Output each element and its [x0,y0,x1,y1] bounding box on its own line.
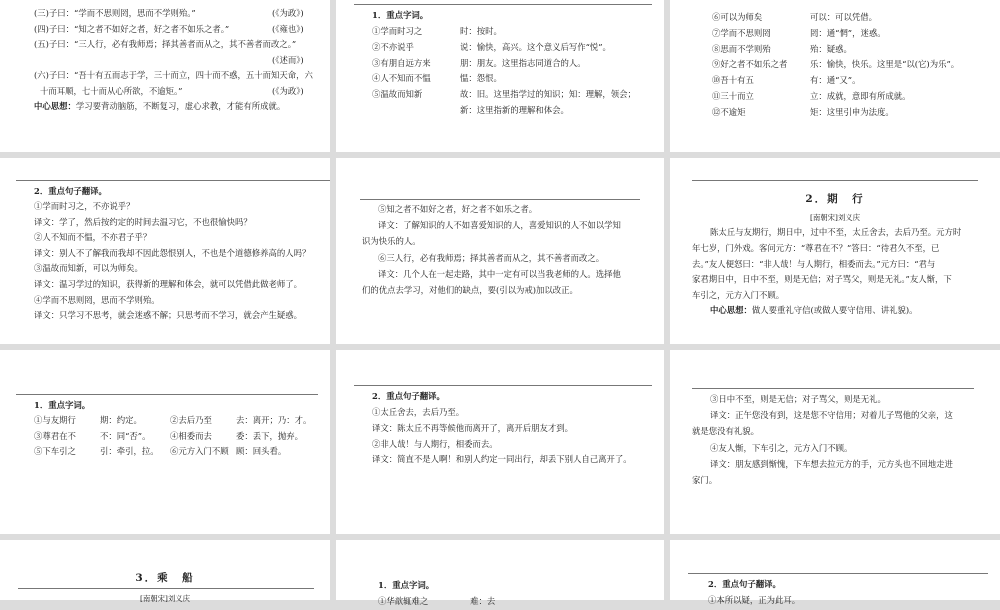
translation-line: 译文：了解知识的人不如喜爱知识的人，喜爱知识的人不如以学知 [378,220,621,231]
vocab-word: ⑨好之者不如乐之者 [712,59,788,70]
summary-text: 做人要重礼守信(或做人要守信用、讲礼貌)。 [751,305,918,315]
text-line: 车引之，元方入门不顾。 [692,290,785,301]
translation-line: 译文：几个人在一起走路，其中一定有可以当我老师的人。选择他 [378,268,621,279]
vocab-word: ⑫不逾矩 [712,106,746,117]
text-line: (三)子曰：“学而不思则罔，思而不学则殆。” [34,8,196,18]
vocab-word: ⑧思而不学则殆 [712,43,771,54]
summary-label: 中心思想： [34,101,76,111]
translation-line: ⑤知之者不如好之者，好之者不如乐之者。 [378,204,538,214]
vocab-word: ④相委而去 [170,430,212,441]
vocab-definition: 去：离开；乃：才。 [236,415,312,425]
vocab-word: ②不亦说乎 [372,41,414,52]
vocab-definition: 愠：怨恨。 [460,73,502,84]
translation-line: 译文：简直不是人啊！和别人约定一同出行，却丢下别人自己离开了。 [372,454,632,465]
page-qixing-text [670,158,1000,344]
vocab-definition: 有：通“又”。 [810,75,861,86]
vocab-word: ⑩吾十有五 [712,75,754,86]
page-chengchuan-title [0,540,330,603]
translation-line: ①学而时习之，不亦说乎？ [34,201,135,211]
translation-line: ④学而不思则罔，思而不学则殆。 [34,294,160,305]
translation-line: 们的优点去学习，对他们的缺点，要(引以为戒)加以改正。 [362,285,578,295]
vocab-definition: 说：愉快，高兴。这个意义后写作“悦”。 [460,41,611,52]
page-divider [354,4,652,5]
translation-line: ①太丘舍去，去后乃至。 [372,407,465,417]
translation-line: ⑥三人行，必有我师焉；择其善者而从之，其不善者而改之。 [378,252,605,263]
lesson-author: [南朝宋]刘义庆 [139,594,191,603]
vocab-definition: 乐：愉快，快乐。这里是“以(它)为乐”。 [810,59,960,70]
page-lunyu-vocab-2 [670,0,1000,152]
page-divider [354,385,652,386]
lunyu-summary [34,99,285,115]
page-qixing-translation-2 [670,350,1000,534]
translation-heading: 2．重点句子翻译。 [372,391,445,401]
vocab-definition: 立：成就，意即有所成就。 [810,91,911,101]
translation-line: ②人不知而不愠，不亦君子乎？ [34,232,152,243]
text-line: 陈太丘与友期行，期日中，过中不至，太丘舍去，去后乃至。元方时 [710,227,962,237]
vocab-definition: 可以：可以凭借。 [810,12,877,22]
source-citation: (《为政》) [272,8,304,18]
translation-line: 译文：只学习不思考，就会迷惑不解；只思考而不学习，就会产生疑惑。 [34,310,302,321]
vocab-heading: 1．重点字词。 [34,400,91,410]
vocab-definition: 时：按时。 [460,26,502,36]
translation-line: 译文：别人不了解我而我却不因此怨恨别人，不也是个道德修养高的人吗？ [34,247,311,258]
vocab-heading: 1．重点字词。 [372,10,429,20]
translation-line: 识为快乐的人。 [362,236,421,247]
translation-line: 译文：朋友感到惭愧，下车想去拉元方的手，元方头也不回地走进 [710,458,953,469]
translation-line: ④友人惭，下车引之，元方入门不顾。 [710,442,853,453]
text-line: 十而耳顺，七十而从心所欲，不逾矩。” [40,85,183,96]
text-line: 年七岁，门外戏。客问元方：“尊君在不？”答曰：“待君久不至，已 [692,242,940,253]
vocab-definition: 故：旧。这里指学过的知识；知：理解，领会； [460,89,636,100]
text-line: (五)子曰：“三人行，必有我师焉；择其善者而从之，其不善者而改之。” [34,39,297,49]
lesson-author: [南朝宋]刘义庆 [809,213,861,222]
vocab-word: ③有朋自远方来 [372,57,431,68]
qixing-summary [710,303,918,319]
translation-partial-line: ①本所以疑，正为此耳。 [708,595,801,605]
page-divider [688,573,988,574]
vocab-word: ⑥元方入门不顾 [170,446,229,457]
lesson-title: 2．期 行 [805,193,865,205]
vocab-word: ⑥可以为师矣 [712,12,763,22]
vocab-definition: 殆：疑惑。 [810,43,852,54]
text-line: 去。”友人便怒曰：“非人哉！与人期行，相委而去。”元方曰：“君与 [692,258,936,269]
translation-line: ②非人哉！与人期行，相委而去。 [372,438,498,449]
text-line: (六)子曰：“吾十有五而志于学，三十而立，四十而不惑，五十而知天命，六 [34,70,313,80]
vocab-definition: 朋：朋友。这里指志同道合的人。 [460,57,586,68]
translation-line: 就是您没有礼貌。 [692,426,759,437]
vocab-definition: 引：牵引，拉。 [100,446,159,457]
vocab-word: ⑦学而不思则罔 [712,27,771,38]
vocab-definition: 矩：这里引申为法度。 [810,106,894,117]
translation-line: 译文：学了，然后按约定的时间去温习它，不也很愉快吗？ [34,216,252,227]
page-lunyu-vocab-1 [336,0,664,152]
page-qixing-vocab [0,350,330,534]
page-qixing-translation-1 [336,350,664,534]
page-divider [692,388,974,389]
text-line: 家君期日中，日中不至，则是无信；对子骂父，则是无礼。”友人惭，下 [692,274,952,285]
vocab-extra: 新：这里指新的理解和体会。 [460,105,569,115]
page-chengchuan-vocab [336,540,664,606]
translation-line: ③温故而知新，可以为师矣。 [34,263,143,274]
vocab-definition: 期：约定。 [100,415,142,425]
translation-line: 家门。 [692,475,718,485]
vocab-partial-line: ①华歆辄难之 难：去 [378,596,496,606]
page-chengchuan-translation [670,540,1000,605]
vocab-word: ②去后乃至 [170,415,212,425]
page-lunyu-continued [0,0,330,152]
vocab-definition: 顾：回头看。 [236,446,287,457]
source-citation: (《雍也》) [272,23,304,34]
translation-line: 译文：正午您没有到，这是您不守信用；对着儿子骂他的父亲，这 [710,410,953,421]
vocab-word: ③尊君在不 [34,430,76,441]
vocab-definition: 不：同“否”。 [100,430,151,441]
vocab-definition: 罔：通“惘”，迷惑。 [810,27,886,38]
vocab-heading: 1．重点字词。 [378,580,435,590]
vocab-word: ①与友期行 [34,415,76,425]
text-line: (四)子曰：“知之者不如好之者，好之者不如乐之者。” [34,23,230,34]
source-citation: (《述而》) [272,54,304,65]
translation-line: ③日中不至，则是无信；对子骂父，则是无礼。 [710,394,886,404]
summary-label: 中心思想： [710,305,752,315]
translation-heading: 2．重点句子翻译。 [708,579,781,589]
vocab-word: ①学而时习之 [372,26,423,36]
translation-heading: 2．重点句子翻译。 [34,186,107,196]
page-lunyu-translation-2 [336,158,664,344]
vocab-word: ⑤温故而知新 [372,89,423,100]
summary-text: 学习要背动脑筋，不断复习，虚心求教，才能有所成就。 [75,101,286,111]
page-divider [692,180,978,181]
translation-line: 译文：陈太丘不再等候他而离开了，离开后朋友才到。 [372,422,573,433]
lesson-title: 3．乘 船 [135,572,195,584]
vocab-word: ⑤下车引之 [34,446,76,457]
source-citation: (《为政》) [272,85,304,96]
page-divider [18,588,314,589]
vocab-word: ⑪三十而立 [712,91,754,101]
translation-line: 译文：温习学过的知识，获得新的理解和体会，就可以凭借此做老师了。 [34,279,302,289]
page-divider [16,394,318,395]
page-divider [360,199,640,200]
page-lunyu-translation-1 [0,158,330,344]
page-divider [16,180,330,181]
vocab-definition: 委：丢下，抛弃。 [236,430,303,441]
vocab-word: ④人不知而不愠 [372,73,431,84]
